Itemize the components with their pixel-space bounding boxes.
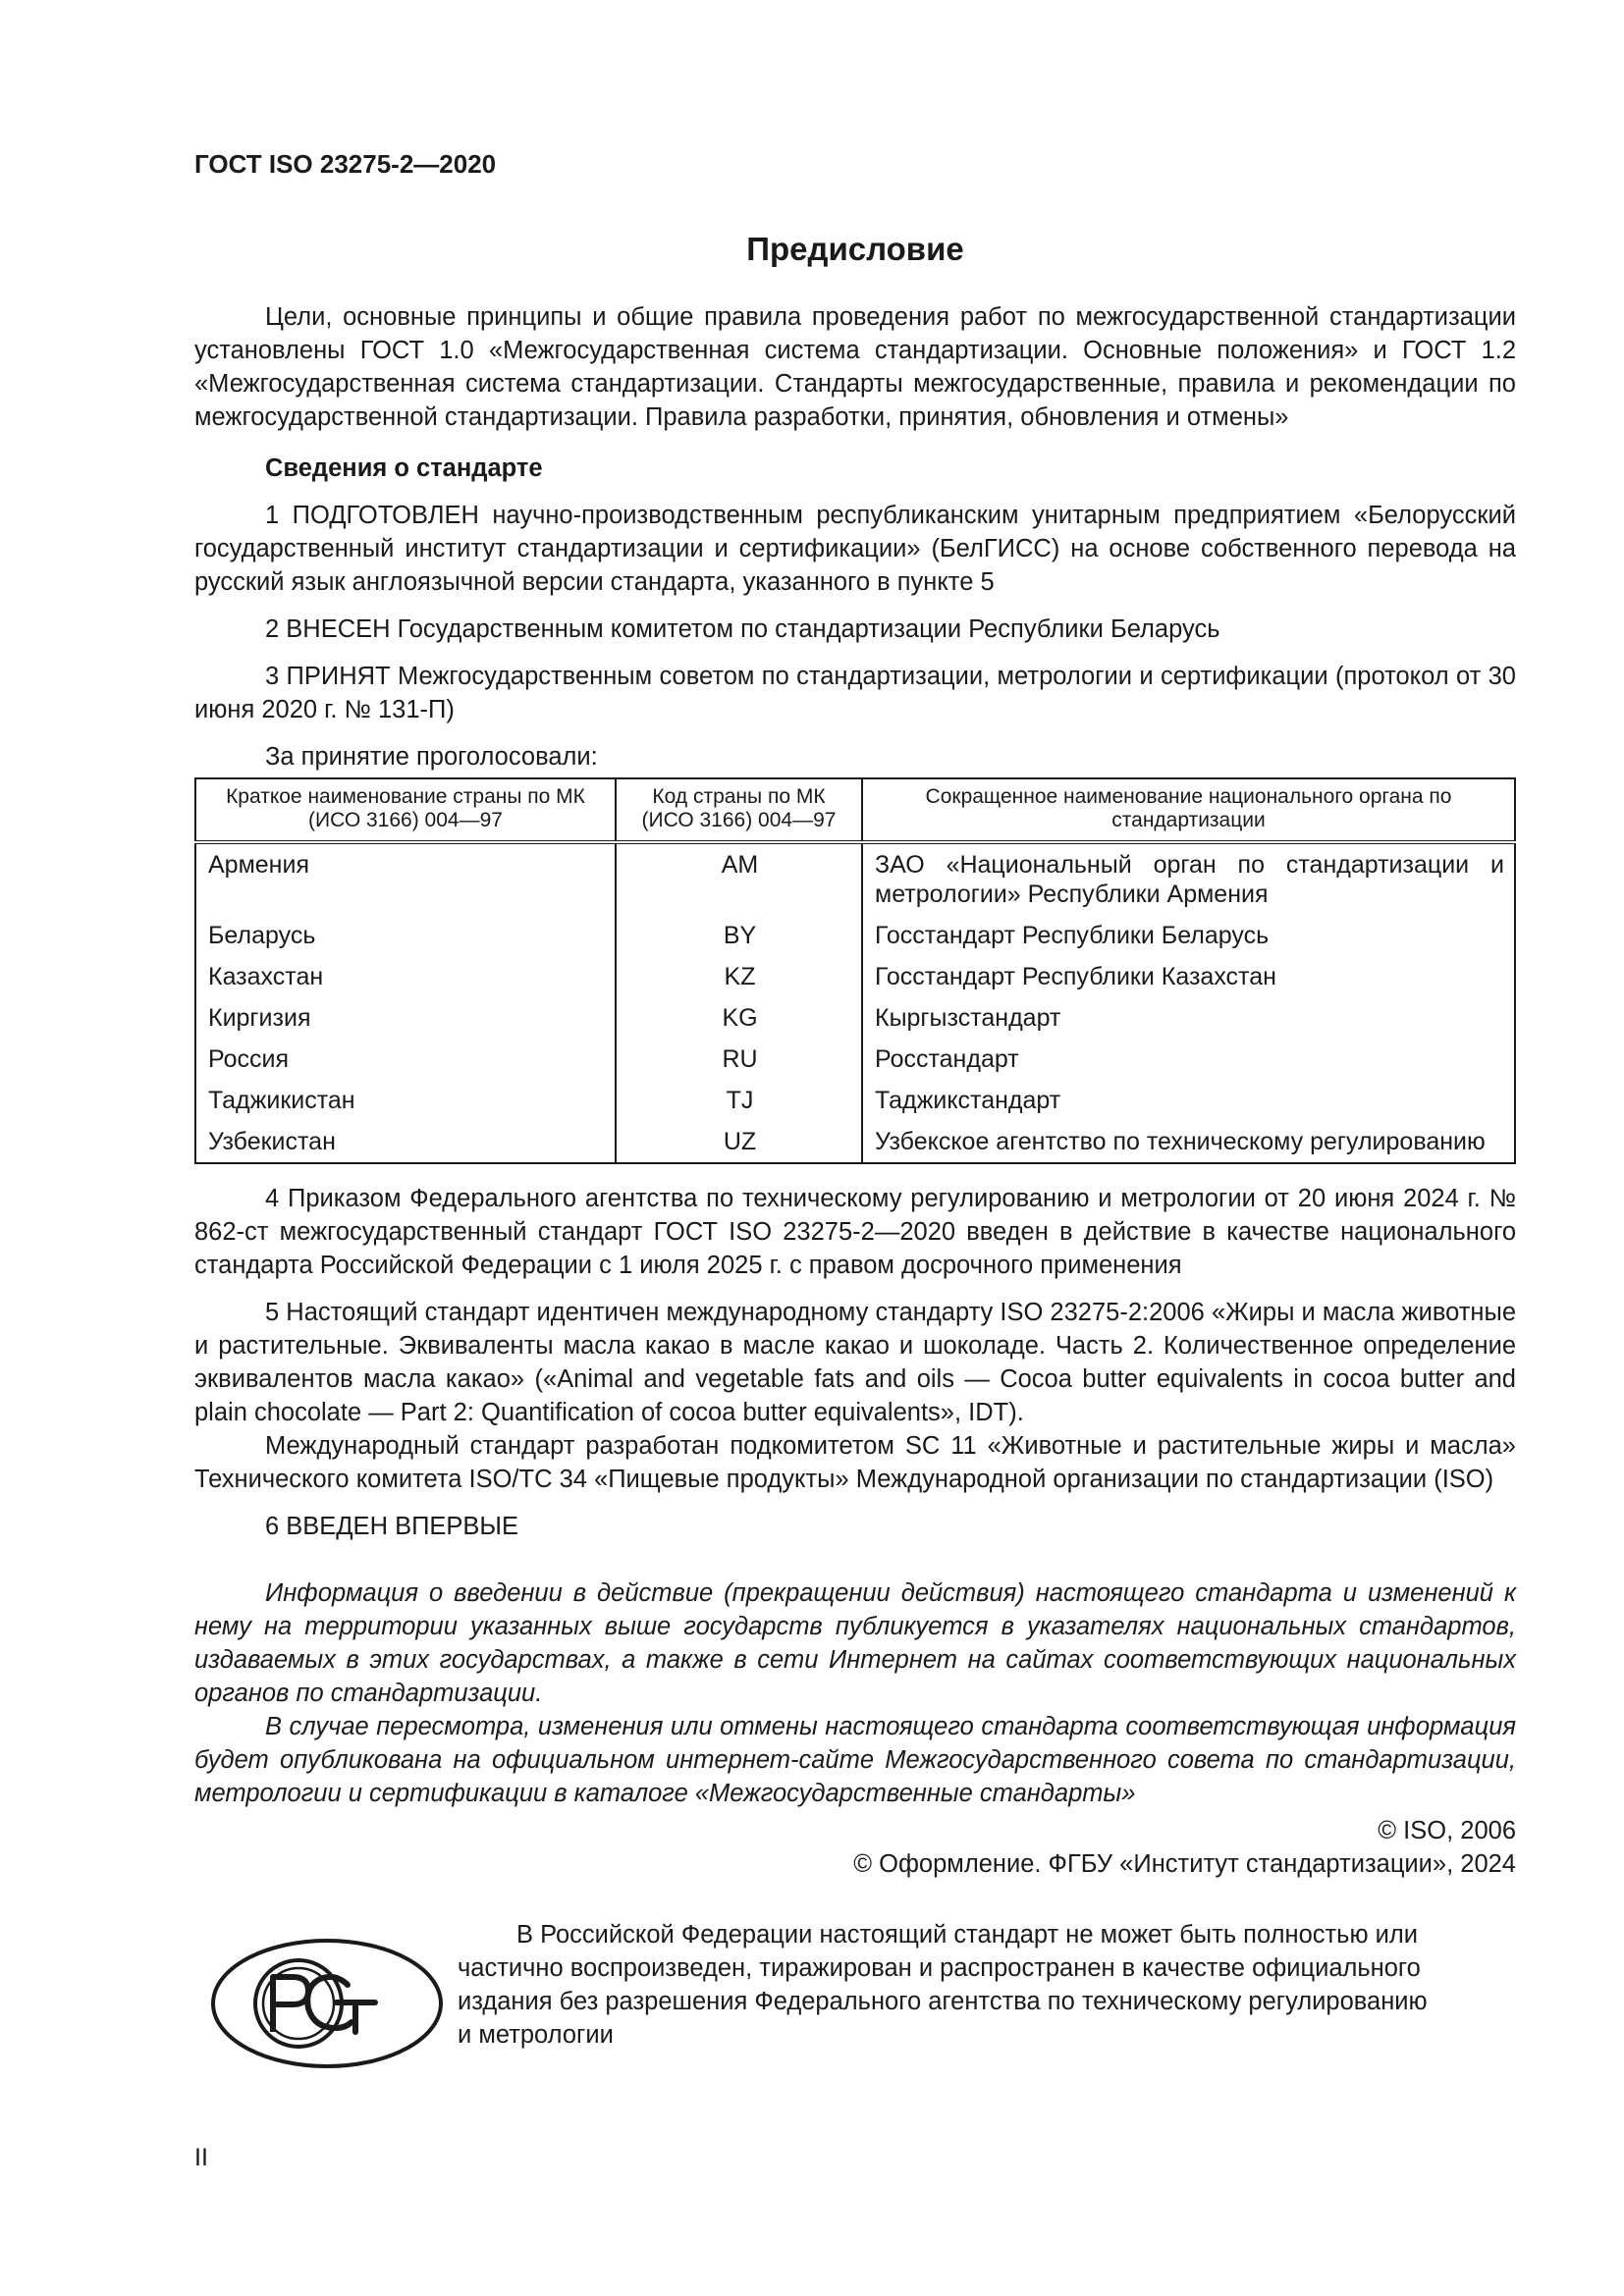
body-cell: Кыргызстандарт bbox=[862, 997, 1515, 1039]
footer-block bbox=[194, 1918, 1516, 2114]
item-1: 1 ПОДГОТОВЛЕН научно-производственным республиканским унитарным предприятием «Белорусский государственный институт стандартизации и сертификации» (БелГИСС) на основе собственного перевода на русский язык англоязычной версии стандарта, указанного в пункте 5 bbox=[194, 502, 1516, 596]
country-cell: Беларусь bbox=[195, 915, 616, 956]
code-cell: KG bbox=[616, 997, 862, 1039]
code-cell: BY bbox=[616, 915, 862, 956]
body-cell: Таджикстандарт bbox=[862, 1080, 1515, 1121]
table-row bbox=[195, 842, 1515, 915]
header-code: Код страны по МК (ИСО 3166) 004—97 bbox=[616, 778, 862, 842]
body-cell: ЗАО «Национальный орган по стандартизации и метрологии» Республики Армения bbox=[862, 842, 1515, 915]
code-cell: UZ bbox=[616, 1121, 862, 1163]
notice-line: В Российской Федерации настоящий стандарт не может быть полностью или bbox=[516, 1921, 1419, 1949]
country-cell: Армения bbox=[195, 842, 616, 915]
table-row bbox=[195, 956, 1515, 997]
page-number: II bbox=[194, 2144, 208, 2171]
item-5: 5 Настоящий стандарт идентичен международному стандарту ISO 23275-2:2006 «Жиры и масла животные и растительные. Эквиваленты масла какао в масле какао и шоколаде. Часть 2. Количественное определение эквивалентов масла какао» («Animal and vegetable fats and oils — Cocoa butter equivalents in cocoa butter and plain chocolate — Part 2: Quantification of cocoa butter equivalents», IDT). bbox=[194, 1299, 1516, 1426]
body-cell: Госстандарт Республики Казахстан bbox=[862, 956, 1515, 997]
code-cell: KZ bbox=[616, 956, 862, 997]
code-cell: AM bbox=[616, 842, 862, 915]
item-6: 6 ВВЕДЕН ВПЕРВЫЕ bbox=[265, 1513, 519, 1540]
country-cell: Таджикистан bbox=[195, 1080, 616, 1121]
country-cell: Узбекистан bbox=[195, 1121, 616, 1163]
intro-paragraph: Цели, основные принципы и общие правила проведения работ по межгосударственной стандартизации установлены ГОСТ 1.0 «Межгосударственная система стандартизации. Основные положения» и ГОСТ 1.2 «Межгосударственная система стандартизации. Стандарты межгосударственные, правила и рекомендации по межгосударственной стандартизации. Правила разработки, принятия, обновления и отмены» bbox=[194, 303, 1516, 431]
country-cell: Россия bbox=[195, 1039, 616, 1080]
gost-r-logo-icon bbox=[210, 1938, 444, 2069]
info-italic-1: Информация о введении в действие (прекращении действия) настоящего стандарта и изменений к нему на территории указанных выше государств публикуется в указателях национальных стандартов, издаваемых в этих государствах, а также в сети Интернет на сайтах соответствующих национальных органов по стандартизации. bbox=[194, 1579, 1516, 1707]
copyright-notice bbox=[458, 1918, 1516, 2052]
country-cell: Казахстан bbox=[195, 956, 616, 997]
vote-intro: За принятие проголосовали: bbox=[265, 743, 598, 771]
item-4: 4 Приказом Федерального агентства по техническому регулированию и метрологии от 20 июня 2024 г. № 862-ст межгосударственный стандарт ГОСТ ISO 23275-2—2020 введен в действие в качестве национального стандарта Российской Федерации с 1 июля 2025 г. с правом досрочного применения bbox=[194, 1185, 1516, 1279]
document-code: ГОСТ ISO 23275-2—2020 bbox=[194, 149, 497, 179]
table-row bbox=[195, 997, 1515, 1039]
info-heading: Сведения о стандарте bbox=[265, 454, 543, 482]
copyright-design: © Оформление. ФГБУ «Институт стандартизации», 2024 bbox=[853, 1850, 1516, 1878]
page-title: Предисловие bbox=[746, 231, 964, 267]
code-cell: RU bbox=[616, 1039, 862, 1080]
table-row bbox=[195, 1121, 1515, 1163]
item-2: 2 ВНЕСЕН Государственным комитетом по стандартизации Республики Беларусь bbox=[265, 615, 1220, 643]
notice-line: частично воспроизведен, тиражирован и распространен в качестве официального bbox=[458, 1954, 1421, 1982]
copyright-iso: © ISO, 2006 bbox=[1378, 1817, 1516, 1844]
table-row bbox=[195, 915, 1515, 956]
table-header-row bbox=[195, 778, 1515, 842]
code-cell: TJ bbox=[616, 1080, 862, 1121]
item-5-continued: Международный стандарт разработан подкомитетом SC 11 «Животные и растительные жиры и масла» Технического комитета ISO/TC 34 «Пищевые продукты» Международной организации по стандартизации (ISO) bbox=[194, 1432, 1516, 1493]
country-cell: Киргизия bbox=[195, 997, 616, 1039]
body-cell: Росстандарт bbox=[862, 1039, 1515, 1080]
body-cell: Госстандарт Республики Беларусь bbox=[862, 915, 1515, 956]
item-3: 3 ПРИНЯТ Межгосударственным советом по стандартизации, метрологии и сертификации (протокол от 30 июня 2020 г. № 131-П) bbox=[194, 663, 1516, 723]
table-row bbox=[195, 1039, 1515, 1080]
voting-table bbox=[194, 777, 1516, 1164]
table-row bbox=[195, 1080, 1515, 1121]
header-country: Краткое наименование страны по МК (ИСО 3166) 004—97 bbox=[195, 778, 616, 842]
body-cell: Узбекское агентство по техническому регулированию bbox=[862, 1121, 1515, 1163]
header-body: Сокращенное наименование национального органа по стандартизации bbox=[862, 778, 1515, 842]
info-italic-2: В случае пересмотра, изменения или отмены настоящего стандарта соответствующая информация будет опубликована на официальном интернет-сайте Межгосударственного совета по стандартизации, метрологии и сертификации в каталоге «Межгосударственные стандарты» bbox=[194, 1713, 1516, 1807]
page-content bbox=[194, 147, 1516, 2114]
notice-line: издания без разрешения Федерального агентства по техническому регулированию bbox=[458, 1988, 1428, 2015]
notice-line: и метрологии bbox=[458, 2021, 614, 2049]
